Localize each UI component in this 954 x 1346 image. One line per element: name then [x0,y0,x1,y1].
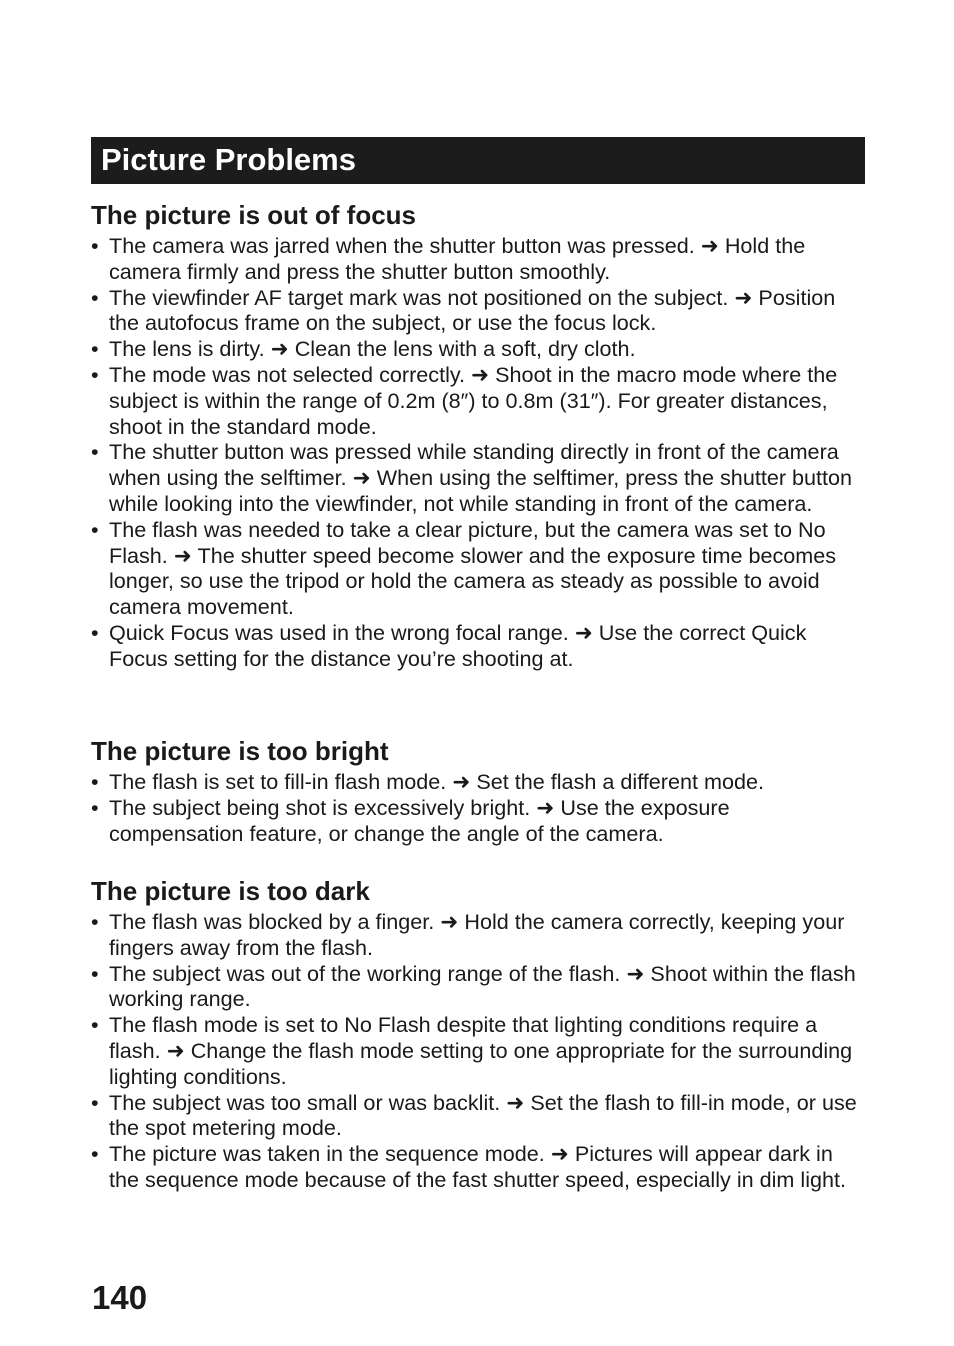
page-number: 140 [92,1279,148,1316]
section-heading: The picture is too bright [91,736,389,766]
list-item: • The shutter button was pressed while standing directly in front of the camera when using the selftimer. ➜ When using the selftimer, press the shutter button while looking into the viewfinder, not while standing in front of the camera. [91,439,866,516]
list-item: • The subject being shot is excessively bright. ➜ Use the exposure compensation feature, or change the angle of the camera. [91,795,866,847]
list-item: • The subject was out of the working range of the flash. ➜ Shoot within the flash working range. [91,961,866,1013]
section-heading: The picture is too dark [91,876,370,906]
section-out-of-focus [91,200,866,672]
bullet-list [91,233,866,672]
list-item: • The mode was not selected correctly. ➜ Shoot in the macro mode where the subject is within the range of 0.2m (8″) to 0.8m (31″). For greater distances, shoot in the standard mode. [91,362,866,439]
list-item: • Quick Focus was used in the wrong focal range. ➜ Use the correct Quick Focus setting for the distance you’re shooting at. [91,620,866,672]
list-item: • The flash is set to fill-in flash mode. ➜ Set the flash a different mode. [91,769,866,795]
list-item: • The flash was blocked by a finger. ➜ Hold the camera correctly, keeping your fingers away from the flash. [91,909,866,961]
bullet-list [91,769,866,846]
section-too-bright [91,736,866,846]
list-item: • The flash mode is set to No Flash despite that lighting conditions require a flash. ➜ Change the flash mode setting to one appropriate for the surrounding lighting conditions. [91,1012,866,1089]
section-heading: The picture is out of focus [91,200,417,230]
section-too-dark [91,876,866,1193]
page-title-bar [91,137,865,184]
list-item: • The camera was jarred when the shutter button was pressed. ➜ Hold the camera firmly and press the shutter button smoothly. [91,233,866,285]
list-item: • The viewfinder AF target mark was not positioned on the subject. ➜ Position the autofocus frame on the subject, or use the focus lock. [91,285,866,337]
bullet-list [91,909,866,1193]
list-item: • The picture was taken in the sequence mode. ➜ Pictures will appear dark in the sequence mode because of the fast shutter speed, especially in dim light. [91,1141,866,1193]
list-item: • The flash was needed to take a clear picture, but the camera was set to No Flash. ➜ The shutter speed become slower and the exposure time becomes longer, so use the tripod or hold the camera as steady as possible to avoid camera movement. [91,517,866,620]
page-title: Picture Problems [101,142,356,177]
list-item: • The subject was too small or was backlit. ➜ Set the flash to fill-in mode, or use the spot metering mode. [91,1090,866,1142]
list-item: • The lens is dirty. ➜ Clean the lens with a soft, dry cloth. [91,336,866,362]
